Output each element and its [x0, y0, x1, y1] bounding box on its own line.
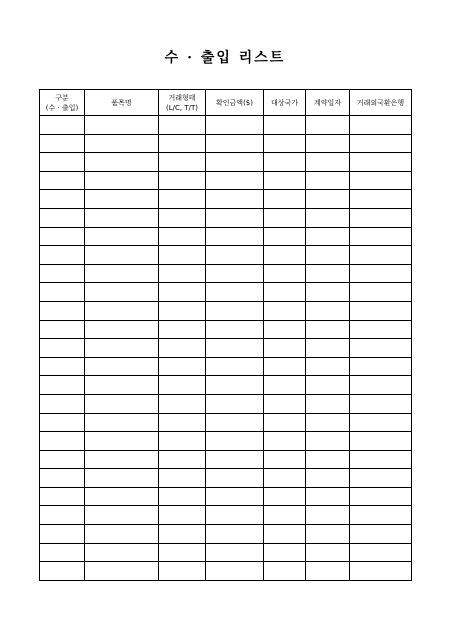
table-cell[interactable]: [85, 339, 159, 358]
table-cell[interactable]: [85, 413, 159, 432]
table-cell[interactable]: [40, 450, 85, 469]
table-row: [40, 506, 412, 525]
column-header-category: [40, 90, 85, 116]
table-cell[interactable]: [85, 190, 159, 209]
table-cell[interactable]: [159, 525, 206, 544]
column-header-contract-date: [306, 90, 350, 116]
table-row: [40, 283, 412, 302]
table-cell[interactable]: [206, 301, 264, 320]
column-header-label: 거래외국환은행: [356, 98, 405, 107]
table-cell[interactable]: [206, 376, 264, 395]
table-cell[interactable]: [206, 450, 264, 469]
table-row: [40, 413, 412, 432]
table-row: [40, 301, 412, 320]
table-cell[interactable]: [306, 394, 350, 413]
table-cell[interactable]: [206, 190, 264, 209]
table-cell[interactable]: [350, 562, 412, 581]
table-cell[interactable]: [306, 525, 350, 544]
table-cell[interactable]: [350, 432, 412, 451]
table-cell[interactable]: [264, 376, 306, 395]
table-cell[interactable]: [264, 506, 306, 525]
table-cell[interactable]: [264, 450, 306, 469]
table-cell[interactable]: [206, 432, 264, 451]
table-cell[interactable]: [306, 283, 350, 302]
column-header-label: 품목명: [111, 98, 132, 107]
table-cell[interactable]: [206, 357, 264, 376]
table-cell[interactable]: [40, 543, 85, 562]
table-cell[interactable]: [264, 525, 306, 544]
table-cell[interactable]: [40, 339, 85, 358]
table-cell[interactable]: [40, 469, 85, 488]
table-cell[interactable]: [306, 171, 350, 190]
table-cell[interactable]: [350, 376, 412, 395]
table-cell[interactable]: [85, 246, 159, 265]
table-cell[interactable]: [159, 208, 206, 227]
column-header-label: (수 · 출입): [45, 103, 79, 112]
trade-list-table: [39, 89, 412, 581]
table-cell[interactable]: [206, 116, 264, 135]
table-cell[interactable]: [206, 246, 264, 265]
table-cell[interactable]: [264, 413, 306, 432]
table-cell[interactable]: [206, 339, 264, 358]
table-cell[interactable]: [206, 525, 264, 544]
table-cell[interactable]: [206, 208, 264, 227]
column-header-bank: [350, 90, 412, 116]
table-cell[interactable]: [206, 394, 264, 413]
table-row: [40, 153, 412, 172]
table-cell[interactable]: [159, 153, 206, 172]
column-header-label: 확인금액($): [216, 98, 253, 107]
table-row: [40, 320, 412, 339]
table-cell[interactable]: [85, 301, 159, 320]
table-cell[interactable]: [350, 227, 412, 246]
table-cell[interactable]: [264, 339, 306, 358]
table-cell[interactable]: [306, 339, 350, 358]
table-cell[interactable]: [40, 432, 85, 451]
table-cell[interactable]: [306, 562, 350, 581]
table-cell[interactable]: [85, 208, 159, 227]
table-cell[interactable]: [40, 153, 85, 172]
column-header-label: 거래형태: [168, 93, 196, 102]
table-cell[interactable]: [40, 283, 85, 302]
table-cell[interactable]: [159, 357, 206, 376]
table-cell[interactable]: [350, 320, 412, 339]
table-cell[interactable]: [40, 413, 85, 432]
table-cell[interactable]: [40, 525, 85, 544]
table-cell[interactable]: [206, 283, 264, 302]
table-cell[interactable]: [85, 469, 159, 488]
table-cell[interactable]: [159, 320, 206, 339]
table-cell[interactable]: [264, 320, 306, 339]
table-cell[interactable]: [306, 208, 350, 227]
table-row: [40, 487, 412, 506]
table-cell[interactable]: [85, 487, 159, 506]
table-row: [40, 208, 412, 227]
table-cell[interactable]: [350, 394, 412, 413]
table-cell[interactable]: [350, 525, 412, 544]
table-cell[interactable]: [159, 134, 206, 153]
table-cell[interactable]: [85, 134, 159, 153]
table-cell[interactable]: [264, 246, 306, 265]
table-cell[interactable]: [40, 190, 85, 209]
table-cell[interactable]: [40, 171, 85, 190]
table-cell[interactable]: [40, 562, 85, 581]
table-cell[interactable]: [350, 208, 412, 227]
column-header-label: 계약일자: [313, 98, 342, 107]
table-cell[interactable]: [85, 116, 159, 135]
table-cell[interactable]: [264, 227, 306, 246]
table-cell[interactable]: [264, 543, 306, 562]
table-cell[interactable]: [264, 469, 306, 488]
table-cell[interactable]: [264, 264, 306, 283]
table-row: [40, 376, 412, 395]
table-cell[interactable]: [264, 208, 306, 227]
table-cell[interactable]: [306, 320, 350, 339]
table-cell[interactable]: [306, 264, 350, 283]
table-cell[interactable]: [85, 264, 159, 283]
table-cell[interactable]: [159, 562, 206, 581]
table-cell[interactable]: [40, 357, 85, 376]
table-cell[interactable]: [306, 487, 350, 506]
table-cell[interactable]: [159, 376, 206, 395]
table-cell[interactable]: [350, 469, 412, 488]
table-cell[interactable]: [264, 171, 306, 190]
table-row: [40, 116, 412, 135]
table-cell[interactable]: [85, 320, 159, 339]
table-cell[interactable]: [306, 301, 350, 320]
table-cell[interactable]: [264, 301, 306, 320]
table-cell[interactable]: [206, 413, 264, 432]
table-cell[interactable]: [306, 227, 350, 246]
table-cell[interactable]: [306, 376, 350, 395]
table-row: [40, 562, 412, 581]
table-cell[interactable]: [159, 246, 206, 265]
table-cell[interactable]: [159, 487, 206, 506]
table-cell[interactable]: [264, 134, 306, 153]
table-cell[interactable]: [206, 264, 264, 283]
table-cell[interactable]: [85, 432, 159, 451]
table-cell[interactable]: [40, 376, 85, 395]
table-cell[interactable]: [350, 506, 412, 525]
table-cell[interactable]: [159, 190, 206, 209]
table-cell[interactable]: [264, 283, 306, 302]
table-cell[interactable]: [264, 116, 306, 135]
table-cell[interactable]: [159, 432, 206, 451]
table-cell[interactable]: [159, 283, 206, 302]
table-cell[interactable]: [264, 394, 306, 413]
table-row: [40, 227, 412, 246]
table-cell[interactable]: [206, 320, 264, 339]
table-row: [40, 190, 412, 209]
table-cell[interactable]: [264, 487, 306, 506]
column-header-label: (L/C, T/T): [166, 103, 198, 112]
table-cell[interactable]: [85, 394, 159, 413]
table-row: [40, 171, 412, 190]
table-cell[interactable]: [264, 190, 306, 209]
page-title: 수 · 출입 리스트: [164, 50, 286, 66]
table-cell[interactable]: [306, 469, 350, 488]
table-cell[interactable]: [85, 357, 159, 376]
table-cell[interactable]: [159, 469, 206, 488]
table-cell[interactable]: [306, 153, 350, 172]
table-cell[interactable]: [85, 506, 159, 525]
table-cell[interactable]: [206, 227, 264, 246]
table-cell[interactable]: [306, 357, 350, 376]
table-body: [40, 116, 412, 581]
table-cell[interactable]: [159, 227, 206, 246]
column-header-country: [264, 90, 306, 116]
table-row: [40, 134, 412, 153]
table-cell[interactable]: [40, 394, 85, 413]
table-cell[interactable]: [85, 227, 159, 246]
table-cell[interactable]: [159, 543, 206, 562]
column-header-label: 구분: [55, 93, 69, 102]
table-cell[interactable]: [206, 153, 264, 172]
table-cell[interactable]: [306, 450, 350, 469]
table-cell[interactable]: [85, 153, 159, 172]
table-cell[interactable]: [350, 283, 412, 302]
header-row: [40, 90, 412, 116]
table-cell[interactable]: [264, 562, 306, 581]
table-cell[interactable]: [206, 134, 264, 153]
table-cell[interactable]: [40, 246, 85, 265]
table-cell[interactable]: [40, 301, 85, 320]
table-cell[interactable]: [40, 134, 85, 153]
table-cell[interactable]: [350, 246, 412, 265]
table-cell[interactable]: [206, 562, 264, 581]
table-cell[interactable]: [159, 394, 206, 413]
table-cell[interactable]: [206, 469, 264, 488]
table-cell[interactable]: [350, 339, 412, 358]
table-cell[interactable]: [85, 543, 159, 562]
table-row: [40, 469, 412, 488]
table-cell[interactable]: [350, 543, 412, 562]
table-cell[interactable]: [306, 543, 350, 562]
table-cell[interactable]: [40, 116, 85, 135]
table-cell[interactable]: [306, 116, 350, 135]
table-cell[interactable]: [159, 264, 206, 283]
table-cell[interactable]: [85, 562, 159, 581]
table-cell[interactable]: [350, 171, 412, 190]
column-header-trade-type: [159, 90, 206, 116]
table-cell[interactable]: [159, 450, 206, 469]
table-cell[interactable]: [85, 525, 159, 544]
table-cell[interactable]: [306, 413, 350, 432]
column-header-confirmed-amount: [206, 90, 264, 116]
table-cell[interactable]: [85, 171, 159, 190]
table-cell[interactable]: [40, 320, 85, 339]
table-cell[interactable]: [264, 153, 306, 172]
table-cell[interactable]: [350, 357, 412, 376]
table-cell[interactable]: [350, 116, 412, 135]
table-cell[interactable]: [350, 487, 412, 506]
table-cell[interactable]: [40, 487, 85, 506]
table-cell[interactable]: [159, 301, 206, 320]
table-cell[interactable]: [159, 413, 206, 432]
column-header-item-name: [85, 90, 159, 116]
table-cell[interactable]: [159, 506, 206, 525]
table-cell[interactable]: [306, 506, 350, 525]
table-cell[interactable]: [40, 227, 85, 246]
table-cell[interactable]: [159, 171, 206, 190]
table-cell[interactable]: [350, 190, 412, 209]
table-cell[interactable]: [350, 301, 412, 320]
column-header-label: 대상국가: [270, 98, 299, 107]
table-row: [40, 264, 412, 283]
table-cell[interactable]: [85, 283, 159, 302]
table-cell[interactable]: [350, 134, 412, 153]
table-cell[interactable]: [306, 190, 350, 209]
table-row: [40, 543, 412, 562]
table-cell[interactable]: [306, 246, 350, 265]
table-cell[interactable]: [264, 432, 306, 451]
table-cell[interactable]: [40, 208, 85, 227]
table-cell[interactable]: [159, 116, 206, 135]
table-cell[interactable]: [206, 543, 264, 562]
table-cell[interactable]: [306, 432, 350, 451]
table-cell[interactable]: [159, 339, 206, 358]
table-cell[interactable]: [206, 506, 264, 525]
table-cell[interactable]: [40, 506, 85, 525]
table-cell[interactable]: [350, 413, 412, 432]
table-cell[interactable]: [350, 264, 412, 283]
table-row: [40, 246, 412, 265]
table-cell[interactable]: [85, 376, 159, 395]
table-cell[interactable]: [264, 357, 306, 376]
table-cell[interactable]: [85, 450, 159, 469]
table-cell[interactable]: [40, 264, 85, 283]
table-cell[interactable]: [206, 487, 264, 506]
table-row: [40, 394, 412, 413]
table-row: [40, 339, 412, 358]
table-cell[interactable]: [350, 450, 412, 469]
table-cell[interactable]: [306, 134, 350, 153]
table-row: [40, 450, 412, 469]
table-cell[interactable]: [206, 171, 264, 190]
table-cell[interactable]: [350, 153, 412, 172]
table-row: [40, 525, 412, 544]
table-row: [40, 357, 412, 376]
table-row: [40, 432, 412, 451]
